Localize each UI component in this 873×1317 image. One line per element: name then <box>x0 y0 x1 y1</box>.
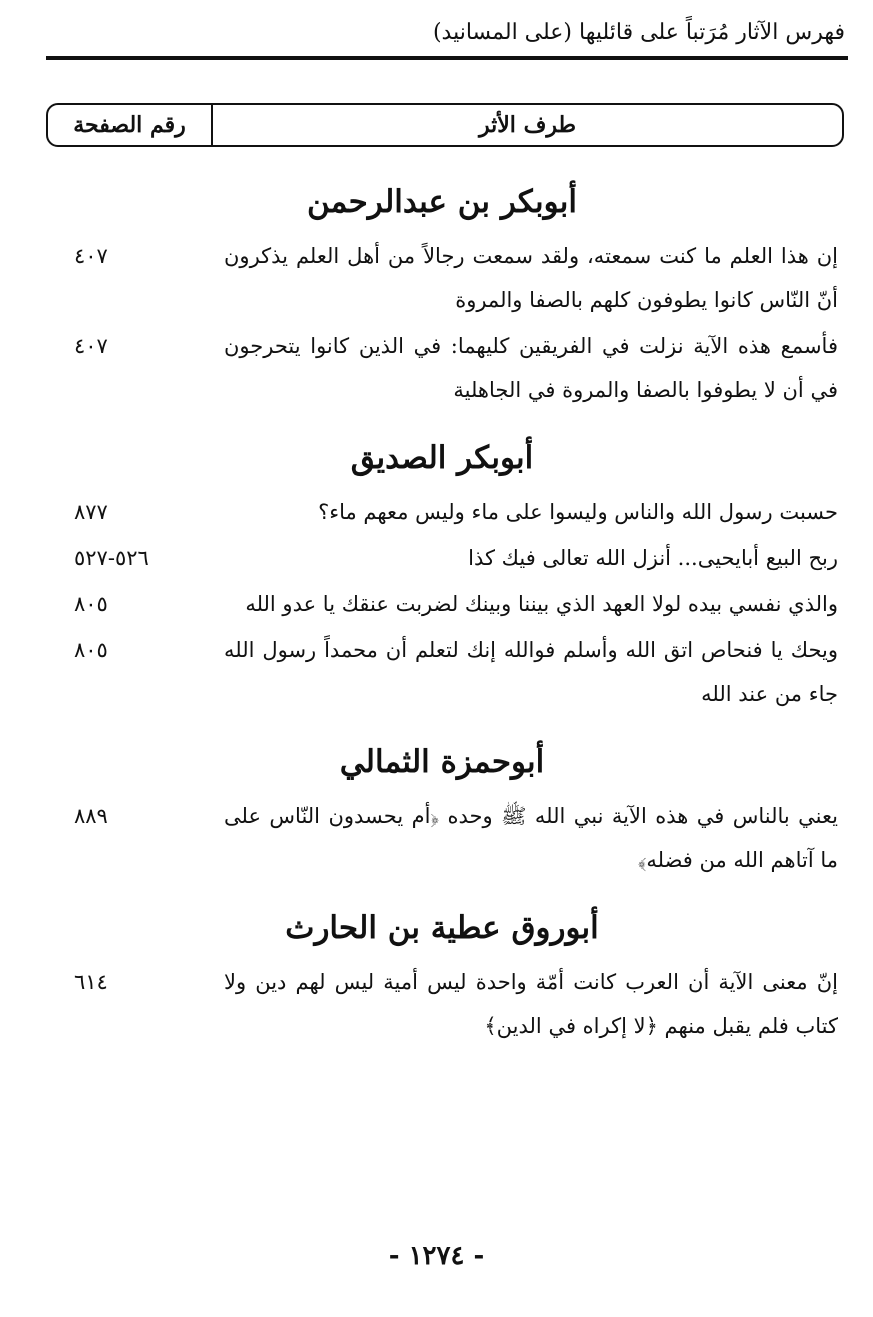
index-entry <box>46 234 838 322</box>
section-title: أبوبكر بن عبدالرحمن <box>307 184 577 220</box>
column-divider <box>211 105 213 145</box>
column-header-box <box>46 103 844 147</box>
index-entry <box>46 628 838 716</box>
entry-text: والذي نفسي بيده لولا العهد الذي بيننا وبينك لضربت عنقك يا عدو الله <box>245 592 838 616</box>
section-gap <box>46 718 838 730</box>
entry-text: إن هذا العلم ما كنت سمعته، ولقد سمعت رجالاً من أهل العلم يذكرون أنّ النّاس كانوا يطوفون كلهم بالصفا والمروة <box>224 244 838 312</box>
section-title: أبوروق عطية بن الحارث <box>285 910 599 946</box>
entry-text: ربح البيع أبايحيى... أنزل الله تعالى فيك كذا <box>468 546 838 570</box>
entry-page-number: ٨٨٩ <box>74 804 108 828</box>
index-entry <box>46 324 838 412</box>
page-number: - ١٢٧٤ - <box>388 1241 485 1271</box>
entry-text: يعني بالناس في هذه الآية نبي الله ﷺ وحده ﴿أم يحسدون النّاس على ما آتاهم الله من فضله﴾ <box>224 804 838 872</box>
entry-page-number: ٨٠٥ <box>74 638 108 662</box>
entry-page-number: ٤٠٧ <box>74 244 108 268</box>
entry-text: ويحك يا فنحاص اتق الله وأسلم فوالله إنك لتعلم أن محمداً رسول الله جاء من عند الله <box>224 638 838 706</box>
section-gap <box>46 414 838 426</box>
header-rule <box>46 56 848 60</box>
index-content <box>46 170 838 1050</box>
entry-page-number: ٨٠٥ <box>74 592 108 616</box>
column-header-text: طرف الأثر <box>478 112 577 138</box>
index-entry <box>46 582 838 626</box>
index-entry <box>46 794 838 882</box>
section-title: أبوحمزة الثمالي <box>339 744 545 780</box>
section-abubakr-siddiq <box>46 426 838 716</box>
section-title: أبوبكر الصديق <box>350 440 534 476</box>
entry-page-number: ٨٧٧ <box>74 500 108 524</box>
entry-text: إنّ معنى الآية أن العرب كانت أمّة واحدة ليس أمية ليس لهم دين ولا كتاب فلم يقبل منهم ﴿لا إكراه في الدين﴾ <box>224 970 838 1038</box>
entry-text: فأسمع هذه الآية نزلت في الفريقين كليهما: في الذين كانوا يتحرجون في أن لا يطوفوا بالصفا والمروة في الجاهلية <box>224 334 838 402</box>
section-aburawq-atiyya <box>46 896 838 1048</box>
column-header-page: رقم الصفحة <box>73 112 186 138</box>
section-gap <box>46 884 838 896</box>
entry-page-number: ٥٢٦-٥٢٧ <box>74 546 149 570</box>
entry-page-number: ٤٠٧ <box>74 334 108 358</box>
index-entry <box>46 536 838 580</box>
entry-text: حسبت رسول الله والناس وليسوا على ماء وليس معهم ماء؟ <box>318 500 838 524</box>
index-entry <box>46 960 838 1048</box>
section-abuhamza-thumali <box>46 730 838 882</box>
section-abubakr-bin-abdulrahman <box>46 170 838 412</box>
running-header: فهرس الآثار مُرَتباً على قائليها (على المسانيد) <box>432 20 845 45</box>
index-entry <box>46 490 838 534</box>
entry-page-number: ٦١٤ <box>74 970 108 994</box>
